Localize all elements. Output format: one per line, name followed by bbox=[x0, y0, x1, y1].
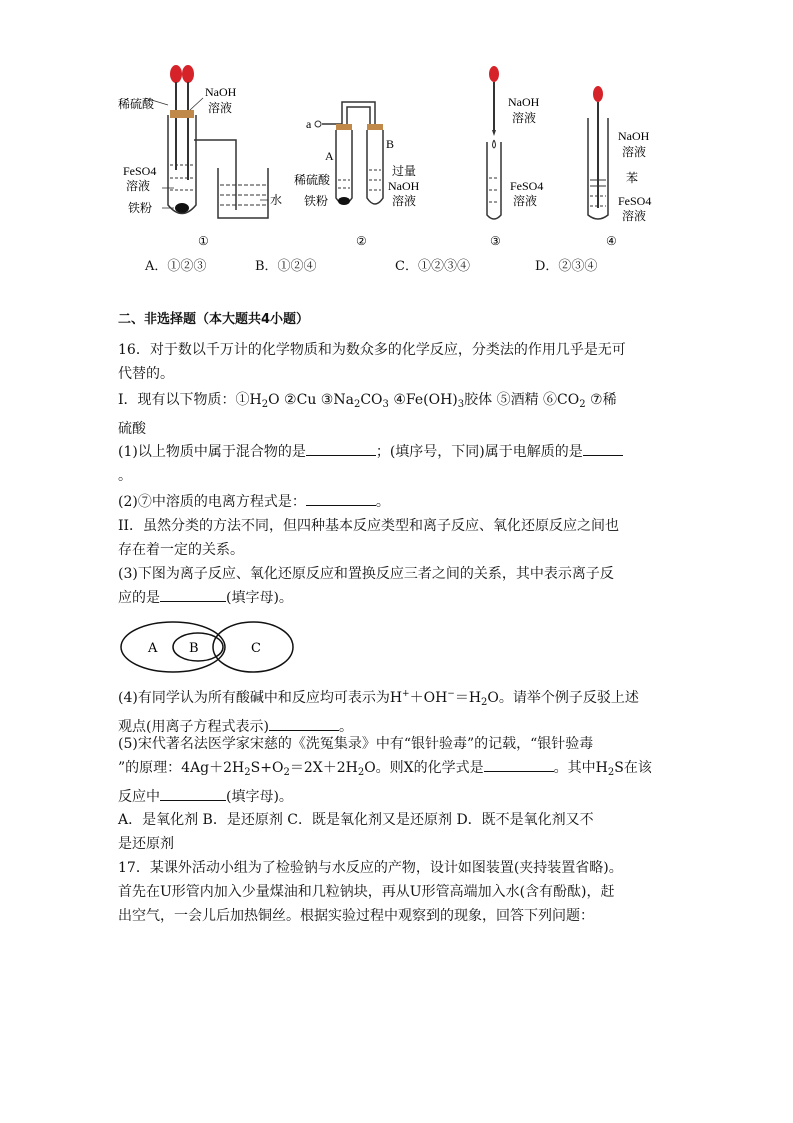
ion-reaction-answer-blank[interactable] bbox=[160, 586, 226, 602]
ionization-equation-blank[interactable] bbox=[306, 490, 376, 506]
q16-choices bbox=[118, 808, 678, 856]
figure-2-apparatus bbox=[294, 102, 420, 208]
q16-sub2: (2)⑦中溶质的电离方程式是： 。 bbox=[118, 490, 678, 514]
fig2-label-a: a bbox=[306, 117, 312, 131]
q17-line2: 首先在U形管内加入少量煤油和几粒钠块，再从U形管高端加入水(含有酚酞)，赶 bbox=[118, 884, 615, 900]
q16-intro bbox=[118, 338, 678, 386]
fig4-label-feso4: FeSO4 bbox=[618, 194, 652, 208]
fig2-label-A: A bbox=[325, 149, 334, 163]
fig1-label-feso4: FeSO4 bbox=[123, 164, 157, 178]
fig2-label-sol: 溶液 bbox=[392, 194, 417, 208]
figure-4-number: ④ bbox=[606, 234, 617, 248]
q16-part2-line1: II．虽然分类的方法不同，但四种基本反应类型和离子反应、氧化还原反应之间也 bbox=[118, 518, 620, 534]
option-c: C．①②③④ bbox=[395, 259, 470, 274]
fig3-label-naoh-sol: 溶液 bbox=[512, 111, 537, 125]
q16-intro-line2: 代替的。 bbox=[118, 366, 174, 382]
ionic-equation-blank[interactable] bbox=[269, 715, 339, 731]
fig2-label-acid: 稀硫酸 bbox=[294, 173, 331, 187]
q16-sub3-line1: (3)下图为离子反应、氧化还原反应和置换反应三者之间的关系，其中表示离子反 bbox=[118, 566, 614, 582]
q16-part2 bbox=[118, 514, 678, 562]
q16-substances-line2: 硫酸 bbox=[118, 421, 146, 437]
h2s-role-blank[interactable] bbox=[160, 785, 226, 801]
venn-diagram bbox=[118, 620, 298, 675]
q16-sub4: (4)有同学认为所有酸碱中和反应均可表示为$H^++OH^-=H_2O$。请举个例子反驳上述 观点(用离子方程式表示) 。 bbox=[118, 682, 678, 739]
fig1-label-naoh: NaOH bbox=[205, 85, 237, 99]
option-d: D．②③④ bbox=[535, 259, 598, 274]
fig4-label-benzene: 苯 bbox=[626, 171, 639, 185]
figure-1-apparatus bbox=[118, 65, 282, 218]
q16-sub5: (5)宋代著名法医学家宋慈的《洗冤集录》中有“银针验毒”的记载，“银针验毒 ”的原理：$4Ag+2H_2S+O_2=2X+2H_2O$。则X的化学式是 。其中$H_2S$在该 反应中 (填字母)。 bbox=[118, 732, 678, 809]
q17-line1: 17．某课外活动小组为了检验钠与水反应的产物，设计如图装置(夹持装置省略)。 bbox=[118, 860, 623, 876]
fig1-label-water: 水 bbox=[270, 193, 283, 207]
figure-3-number: ③ bbox=[490, 234, 501, 248]
q16-sub3: (3)下图为离子反应、氧化还原反应和置换反应三者之间的关系，其中表示离子反 应的是 (填字母)。 bbox=[118, 562, 678, 610]
fig2-label-naoh: NaOH bbox=[388, 179, 420, 193]
q16-part1 bbox=[118, 388, 678, 441]
q17-line3: 出空气，一会儿后加热铜丝。根据实验过程中观察到的现象，回答下列问题： bbox=[118, 908, 594, 924]
option-a: A．①②③ bbox=[145, 259, 207, 274]
figure-4-apparatus bbox=[588, 86, 651, 223]
figure-1-number: ① bbox=[198, 234, 209, 248]
figure-3-apparatus bbox=[487, 66, 543, 219]
fig1-label-acid: 稀硫酸 bbox=[118, 97, 155, 111]
venn-label-a: A bbox=[148, 641, 158, 656]
q16-substances-line: I．现有以下物质：$①H_2O$ ②Cu $③Na_2CO_3$ $④Fe(OH)_3$胶体 ⑤酒精 $⑥CO_2$ ⑦稀 bbox=[118, 392, 617, 410]
fig1-label-fe: 铁粉 bbox=[128, 201, 153, 215]
q16-choices-line1: A．是氧化剂 B．是还原剂 C．既是氧化剂又是还原剂 D．既不是氧化剂又不 bbox=[118, 812, 594, 828]
fig2-label-fe: 铁粉 bbox=[304, 194, 329, 208]
fig2-label-B: B bbox=[386, 137, 395, 151]
fig3-label-naoh: NaOH bbox=[508, 95, 540, 109]
q16-intro-line1: 16．对于数以千万计的化学物质和为数众多的化学反应，分类法的作用几乎是无可 bbox=[118, 342, 626, 358]
fig4-label-naoh-sol: 溶液 bbox=[622, 145, 647, 159]
fig2-label-excess: 过量 bbox=[392, 164, 417, 178]
fig3-label-feso4: FeSO4 bbox=[510, 179, 544, 193]
q16-sub4-line1: (4)有同学认为所有酸碱中和反应均可表示为$H^++OH^-=H_2O$。请举个例子反驳上述 bbox=[118, 689, 639, 708]
apparatus-figures bbox=[110, 60, 670, 250]
x-formula-blank[interactable] bbox=[484, 756, 554, 772]
q16-sub1: (1)以上物质中属于混合物的是 ；(填序号，下同)属于电解质的是 。 bbox=[118, 440, 678, 488]
q17-text bbox=[118, 856, 678, 928]
venn-label-c: C bbox=[251, 641, 261, 656]
fig4-label-feso4-sol: 溶液 bbox=[622, 209, 647, 223]
fig1-label-naoh-sol: 溶液 bbox=[208, 101, 233, 115]
section-title: 二、非选择题（本大题共4小题） bbox=[118, 312, 310, 327]
electrolyte-answer-blank[interactable] bbox=[583, 440, 623, 456]
q16-sub5-line1: (5)宋代著名法医学家宋慈的《洗冤集录》中有“银针验毒”的记载，“银针验毒 bbox=[118, 736, 594, 752]
venn-label-b: B bbox=[189, 641, 199, 656]
fig3-label-feso4-sol: 溶液 bbox=[513, 194, 538, 208]
mixture-answer-blank[interactable] bbox=[306, 440, 376, 456]
figure-2-number: ② bbox=[356, 234, 367, 248]
q16-sub5-line2: ”的原理：$4Ag+2H_2S+O_2=2X+2H_2O$。则X的化学式是 。其中$H_2S$在该 bbox=[118, 756, 678, 785]
option-b: B．①②④ bbox=[255, 259, 317, 274]
q16-part2-line2: 存在着一定的关系。 bbox=[118, 542, 244, 558]
fig4-label-naoh: NaOH bbox=[618, 129, 650, 143]
fig1-label-feso4-sol: 溶液 bbox=[126, 179, 151, 193]
q16-choices-line2: 是还原剂 bbox=[118, 836, 174, 852]
